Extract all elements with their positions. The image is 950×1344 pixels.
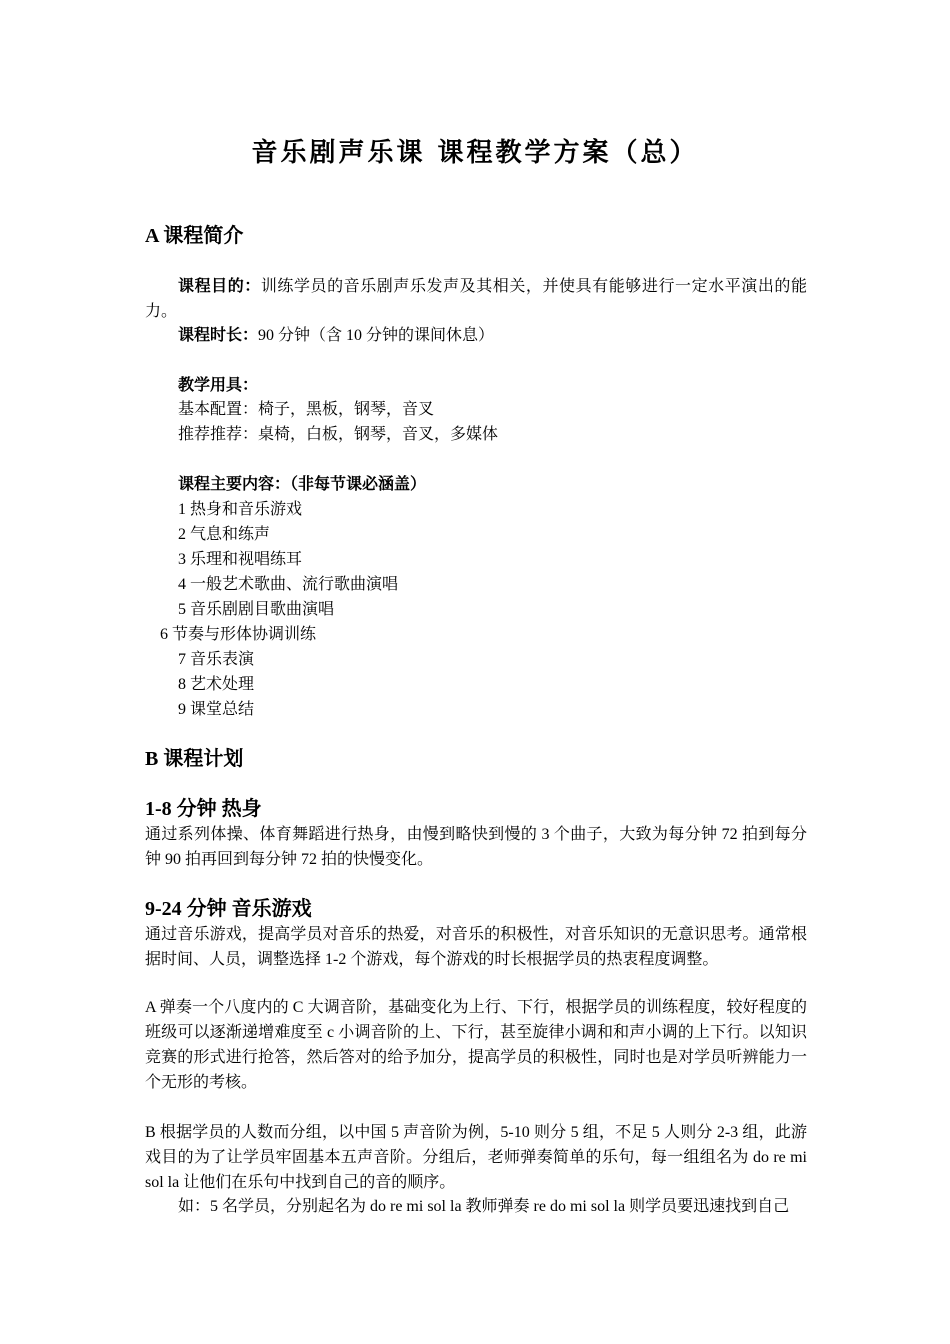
warmup-heading: 1-8 分钟 热身 [145,798,262,820]
game-b-example: 如：5 名学员，分别起名为 do re mi sol la 教师弹奏 re do mi sol la 则学员要迅速找到自己 [178,1198,790,1215]
content-label: 课程主要内容：（非每节课必涵盖） [178,476,427,493]
content-item: 6 节奏与形体协调训练 [160,626,317,643]
duration-label: 课程时长： [178,327,259,344]
game-paragraph: 通过音乐游戏，提高学员对音乐的热爱，对音乐的积极性，对音乐知识的无意识思考。通常根据时间、人员，调整选择 1-2 个游戏，每个游戏的时长根据学员的热衷程度调整。 [145,926,807,968]
section-a-heading: A 课程简介 [145,225,244,247]
warmup-paragraph: 通过系列体操、体育舞蹈进行热身，由慢到略快到慢的 3 个曲子，大致为每分钟 72 拍到每分钟 90 拍再回到每分钟 72 拍的快慢变化。 [145,826,807,868]
game-heading: 9-24 分钟 音乐游戏 [145,898,312,920]
content-item: 9 课堂总结 [178,701,255,718]
section-b-heading: B 课程计划 [145,748,244,770]
purpose-paragraph [145,274,807,324]
content-item: 5 音乐剧剧目歌曲演唱 [178,601,335,618]
document-title: 音乐剧声乐课 课程教学方案（总） [251,138,699,168]
game-b-paragraph: B 根据学员的人数而分组，以中国 5 声音阶为例，5-10 则分 5 组，不足 5 人则分 2-3 组，此游戏目的为了让学员牢固基本五声音阶。分组后，老师弹奏简单的乐句，每一组组名为 do re mi sol la 让他们在乐句中找到自己的音的顺序。 [145,1124,807,1191]
content-item: 2 气息和练声 [178,526,271,543]
content-item: 4 一般艺术歌曲、流行歌曲演唱 [178,576,399,593]
duration-text: 90 分钟（含 10 分钟的课间休息） [258,327,495,344]
purpose-label: 课程目的： [178,278,261,295]
content-item: 7 音乐表演 [178,651,255,668]
duration-line [178,324,494,348]
tools-basic: 基本配置：椅子，黑板，钢琴，音叉 [178,401,435,418]
tools-recommended: 推荐推荐：桌椅，白板，钢琴，音叉，多媒体 [178,426,499,443]
game-a-paragraph: A 弹奏一个八度内的 C 大调音阶，基础变化为上行、下行，根据学员的训练程度，较好程度的班级可以逐渐递增难度至 c 小调音阶的上、下行，甚至旋律小调和和声小调的上下行。以知识竞赛的形式进行抢答，然后答对的给予加分，提高学员的积极性，同时也是对学员听辨能力一个无形的考核。 [145,999,807,1091]
purpose-text: 训练学员的音乐剧声乐发声及其相关，并使具有能够进行一定水平演出的能力。 [145,278,807,320]
tools-label: 教学用具： [178,377,259,394]
content-item: 1 热身和音乐游戏 [178,501,303,518]
content-item: 3 乐理和视唱练耳 [178,551,303,568]
content-item: 8 艺术处理 [178,676,255,693]
